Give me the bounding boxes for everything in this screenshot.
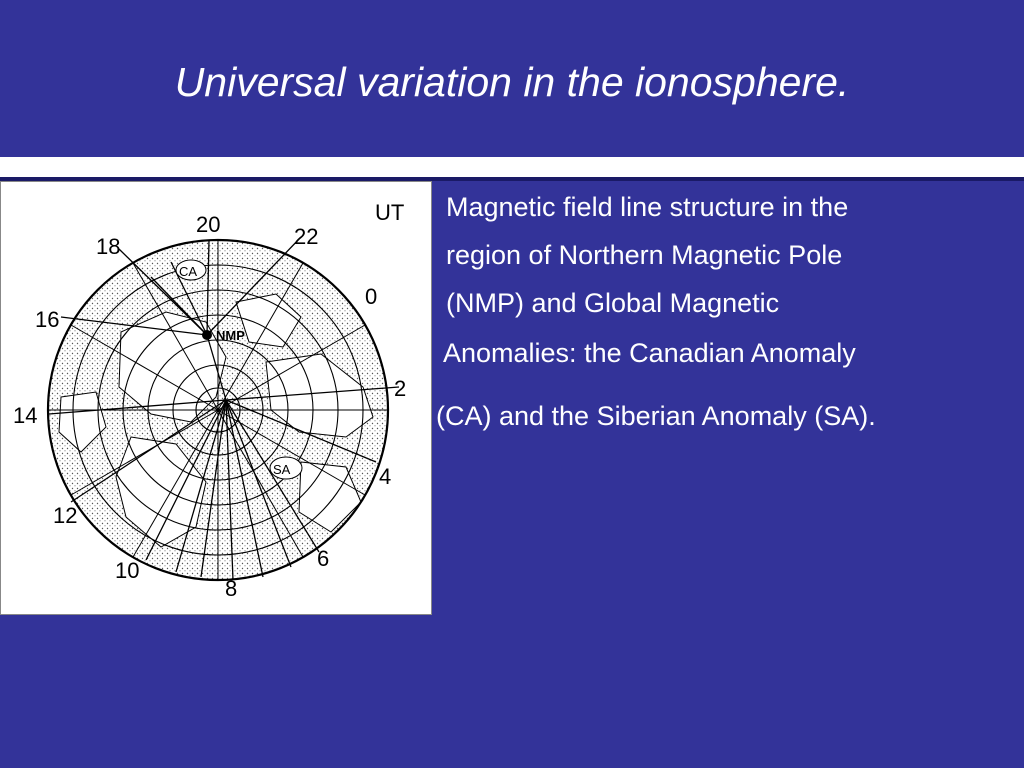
hour-label-16: 16 (35, 307, 60, 332)
description-line-3: (NMP) and Global Magnetic (446, 288, 780, 318)
description-line-5: (CA) and the Siberian Anomaly (SA). (436, 401, 876, 431)
description-line-2: region of Northern Magnetic Pole (446, 240, 843, 270)
magnetic-field-diagram (1, 182, 433, 616)
ut-label: UT (375, 200, 405, 225)
ca-label: CA (179, 264, 198, 279)
nmp-marker (202, 330, 212, 340)
title-divider (0, 157, 1024, 177)
hour-label-12: 12 (53, 503, 78, 528)
nmp-label: NMP (216, 328, 245, 343)
hour-label-0: 0 (365, 284, 378, 309)
magnetic-field-figure (0, 181, 432, 615)
hour-label-6: 6 (317, 546, 330, 571)
hour-label-14: 14 (13, 403, 38, 428)
description-line-1: Magnetic field line structure in the (446, 192, 849, 222)
hour-label-4: 4 (379, 464, 392, 489)
hour-label-10: 10 (115, 558, 140, 583)
sa-label: SA (273, 462, 291, 477)
description-line-4: Anomalies: the Canadian Anomaly (443, 338, 856, 368)
hour-label-18: 18 (96, 234, 121, 259)
hour-label-8: 8 (225, 576, 238, 601)
hour-label-2: 2 (394, 376, 407, 401)
hour-label-22: 22 (294, 224, 319, 249)
slide-title: Universal variation in the ionosphere. (174, 59, 850, 105)
hour-label-20: 20 (196, 212, 221, 237)
